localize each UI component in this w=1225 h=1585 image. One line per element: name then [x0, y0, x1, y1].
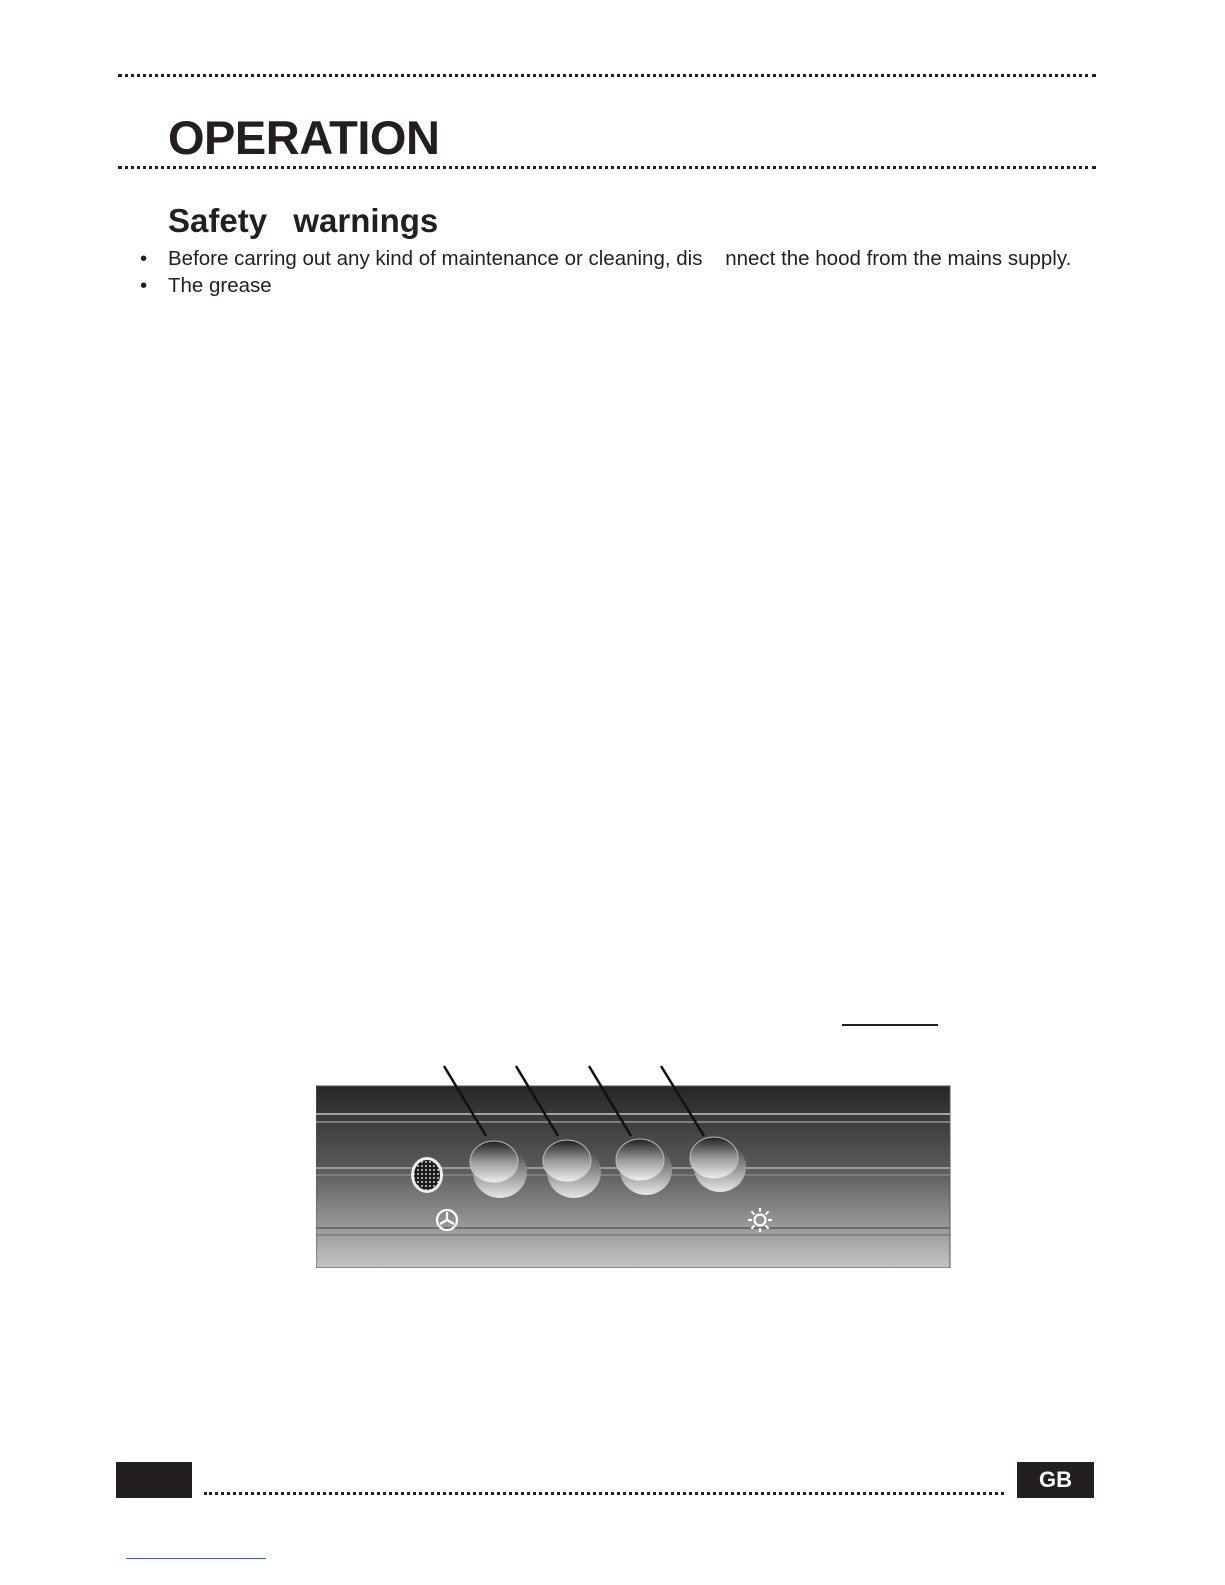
bullet-marker: •: [140, 274, 148, 297]
section-heading: Safety warnings: [168, 202, 439, 239]
safety-warnings-list: [140, 245, 1095, 299]
footer-page-bar: [116, 1462, 192, 1498]
list-item: [140, 272, 1095, 299]
bullet-marker: •: [140, 247, 148, 270]
grille-icon: [411, 1157, 443, 1193]
page-title: OPERATION: [168, 111, 440, 164]
title-dotted-rule: [118, 166, 1096, 169]
bullet-text: Before carring out any kind of maintenance or cleaning, dis nnect the hood from the mains supply.: [168, 247, 1072, 270]
control-panel-illustration: [316, 1064, 951, 1268]
bullet-text: The grease: [168, 274, 272, 297]
top-dotted-rule: [118, 74, 1096, 77]
list-item: [140, 245, 1095, 272]
language-badge: GB: [1017, 1462, 1094, 1498]
underline-mark: [842, 1024, 938, 1026]
footer-dotted-rule: [204, 1492, 1004, 1495]
link-underline: [126, 1558, 266, 1559]
